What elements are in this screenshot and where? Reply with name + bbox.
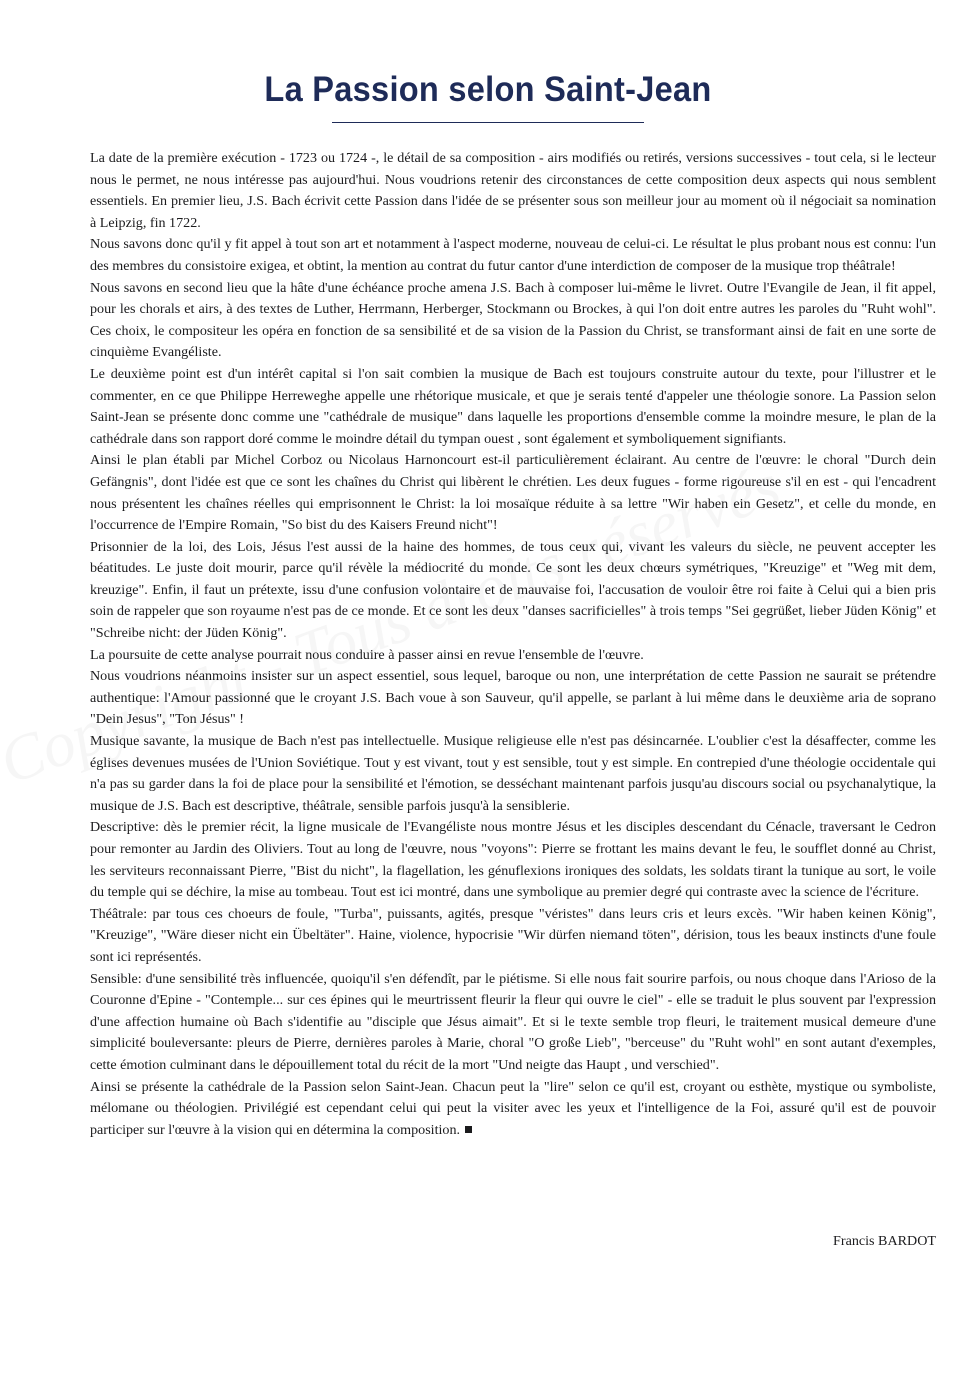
paragraph: Descriptive: dès le premier récit, la ligne musicale de l'Evangéliste nous montre Jésus et les disciples descendant du Cénacle, traversant le Cedron pour remonter au Jardin des Oliviers. Tout au long de l'œuvre, nous "voyons": Pierre se frottant les mains devant le feu, le soufflet donné au Christ, les serviteurs reconnaissant Pierre, "Bist du nicht", la flagellation, les génuflexions ironiques des soldats, les soldats tirant la tunique au sort, le voile du temple qui se déchire, la mise au tombeau. Tout est ici montré, dans une symbolique au premier degré qui contraste avec la science de l'écriture. — [90, 819, 936, 901]
paragraph: Nous savons donc qu'il y fit appel à tout son art et notamment à l'aspect moderne, nouveau de celui-ci. Le résultat le plus probant nous est connu: l'un des membres du consistoire exigea, et obtint, la mention au contrat du futur cantor d'une interdiction de composer de la musique trop théâtrale! — [90, 236, 936, 274]
paragraph: Prisonnier de la loi, des Lois, Jésus l'est aussi de la haine des hommes, de tous ceux qui, vivant les valeurs du siècle, ne peuvent accepter les béatitudes. Le juste doit mourir, parce qu'il révèle la médiocrité du monde. Ce sont les deux chœurs symétriques, "Kreuzige" et "Weg mit dem, kreuzige". Enfin, il faut un prétexte, issu d'une confusion volontaire et de mauvaise foi, l'accusation de vouloir être roi faite à Celui qui a bien pris soin de rappeler que son royaume n'est pas de ce monde. Et ce sont les deux "danses sacrificielles" à trois temps "Sei gegrüßet, lieber Jüden König" et "Schreibe nicht: der Jüden König". — [90, 538, 936, 642]
paragraph: Nous voudrions néanmoins insister sur un aspect essentiel, sous lequel, baroque ou non, une interprétation de cette Passion ne saurait se prétendre authentique: l'Amour passionné que le croyant J.S. Bach voue à son Sauveur, qu'il appelle, se parlant à lui même dans le deuxième aria de soprano "Dein Jesus", "Ton Jésus" ! — [90, 668, 936, 728]
paragraph: Musique savante, la musique de Bach n'est pas intellectuelle. Musique religieuse elle n'est pas désincarnée. L'oublier c'est la désaffecter, comme les églises devenues musées de l'Union Soviétique. Tout y est vivant, tout y est sensible, tout y est simple. En contrepied d'une théologie occidentale qui n'a pas su garder dans la foi de place pour la sensibilité et l'émotion, se desséchant maintenant parfois jusqu'au discours social ou psychanalytique, la musique de J.S. Bach est descriptive, théâtrale, sensible parfois jusqu'à la sensiblerie. — [90, 733, 936, 814]
paragraph: La date de la première exécution - 1723 ou 1724 -, le détail de sa composition - airs modifiés ou retirés, versions successives - tout cela, si le lecteur nous le permet, ne nous intéresse pas aujourd'hui. Nous voudrions retenir des circonstances de cette composition deux aspects qui nous semblent essentiels. En premier lieu, J.S. Bach écrivit cette Passion dans l'idée de se présenter sous son meilleur jour au moment où il négociait sa nomination à Leipzig, fin 1722. — [90, 150, 936, 231]
paragraph: Nous savons en second lieu que la hâte d'une échéance proche amena J.S. Bach à composer lui-même le livret. Outre l'Evangile de Jean, il fit appel, pour les chorals et airs, à des textes de Luther, Herrmann, Herberger, Stockmann ou Brockes, à qui l'on doit entre autres les paroles du "Ruht wohl". Ces choix, le compositeur les opéra en fonction de sa sensibilité et de sa vision de la Passion du Christ, se transformant ainsi de fait en une sorte de cinquième Evangéliste. — [90, 279, 936, 361]
page-title: La Passion selon Saint-Jean — [264, 70, 712, 109]
article-body — [90, 148, 936, 1141]
paragraph: Théâtrale: par tous ces choeurs de foule, "Turba", puissants, agités, presque "véristes" dans leurs cris et leurs excès. "Wir haben keinen König", "Kreuzige", "Wäre dieser nicht ein Übeltäter". Haine, violence, hypocrisie "Wir dürfen niemand töten", dérision, tous les beaux instincts d'une foule sont ici représentés. — [90, 905, 936, 965]
author-signature: Francis BARDOT — [833, 1233, 936, 1249]
paragraph-text: Ainsi se présente la cathédrale de la Passion selon Saint-Jean. Chacun peut la "lire" selon ce qu'il est, croyant ou esthète, mystique ou symboliste, mélomane ou théologien. Privilégié est cependant celui qui peut la visiter avec les yeux et l'intelligence de la Foi, assuré qu'il est de pouvoir participer sur l'œuvre à la vision qui en détermina la composition. — [90, 1078, 936, 1138]
paragraph: La poursuite de cette analyse pourrait nous conduire à passer ainsi en revue l'ensemble de l'œuvre. — [90, 646, 644, 663]
paragraph: Le deuxième point est d'un intérêt capital si l'on sait combien la musique de Bach est toujours construite autour du texte, pour l'illustrer et le commenter, en ce que Philippe Herreweghe appelle une rhétorique musicale, et que je serais tenté d'appeler une théologie sonore. La Passion selon Saint-Jean se présente donc comme une "cathédrale de musique" dans laquelle les proportions d'ensemble comme la moindre mesure, le plan de la cathédrale dans son rapport doré comme le moindre détail du tympan ouest , sont également et symboliquement signifiants. — [90, 365, 936, 447]
end-of-article-mark — [465, 1126, 472, 1133]
paragraph: Sensible: d'une sensibilité très influencée, quoiqu'il s'en défendît, par le piétisme. Si elle nous fait sourire parfois, ou nous choque dans l'Arioso de la Couronne d'Epine - "Contemple... sur ces épines qui le meurtrissent fleurir la fleur qui ouvre le ciel" - elle se traduit le plus souvent par l'expression d'une affection humaine où Bach s'identifie au "disciple que Jésus aimait". Et si le texte semble trop fleuri, le traitement musical demeure d'une simplicité bouleversante: pleurs de Pierre, dernières paroles à Marie, choral "O große Lieb", "berceuse" du "Ruht wohl" en sont autant d'exemples, cette émotion culminant dans le dépouillement total du récit de la mort "Und neigte das Haupt , und verschied". — [90, 970, 936, 1073]
last-paragraph — [90, 1077, 936, 1142]
paragraph: Ainsi le plan établi par Michel Corboz ou Nicolaus Harnoncourt est-il particulièrement éclairant. Au centre de l'œuvre: le choral "Durch dein Gefängnis", dont l'idée est que ce sont les chaînes du Christ qui libèrent le chrétien. Les deux fugues - forme rigoureuse s'il en est - qui l'encadrent nous présentent les chaînes réelles qui emprisonnent le Christ: la loi mosaïque réduite à sa lettre "Wir haben ein Gesetz", et celle du monde, en l'occurrence de l'Empire Romain, "So bist du des Kaisers Freund nicht"! — [90, 452, 936, 534]
title-underline — [332, 122, 644, 123]
